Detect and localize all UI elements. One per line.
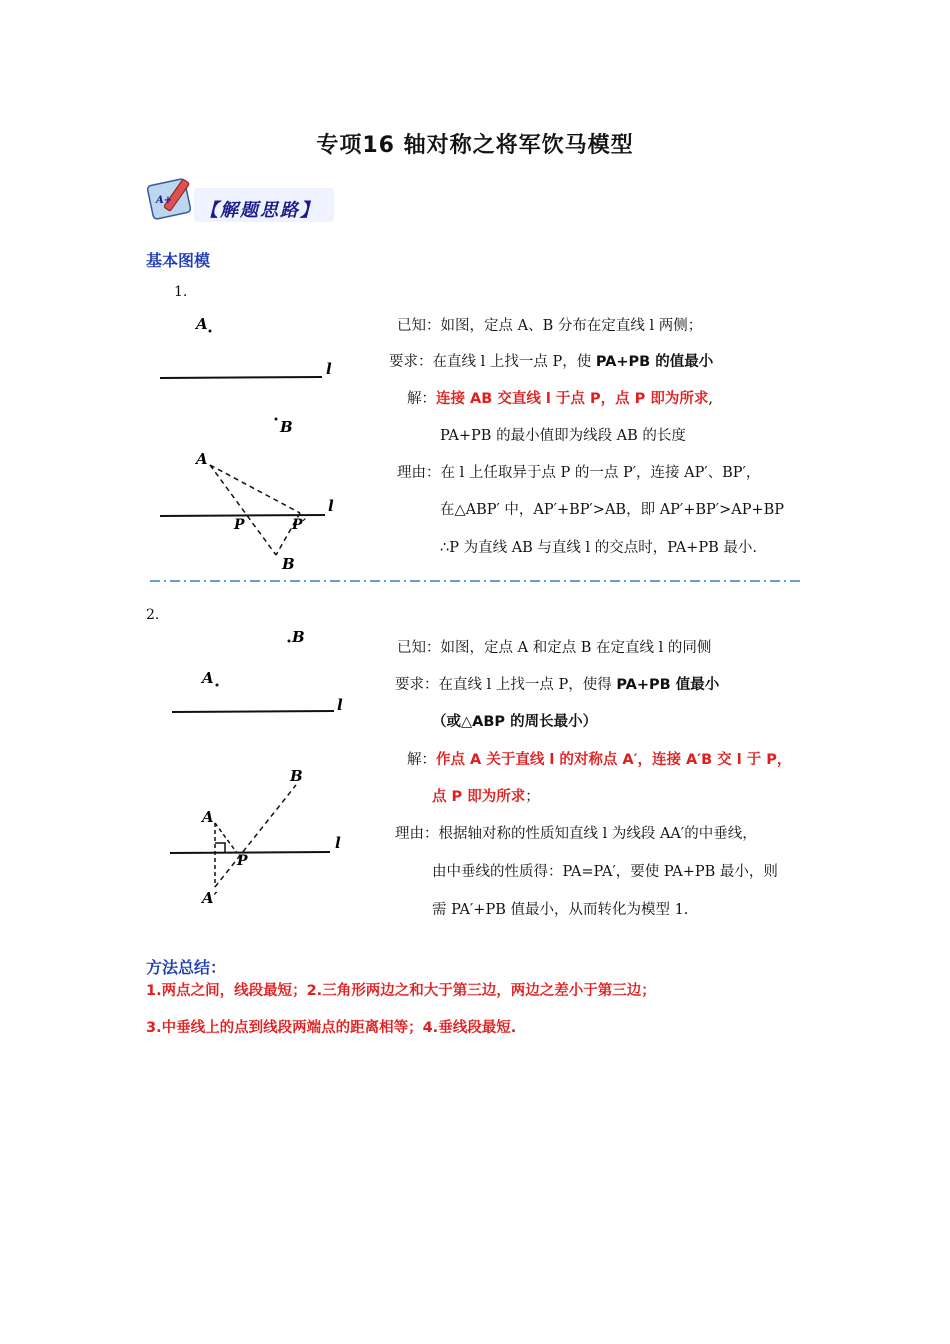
fig2b-label-B: B [290, 767, 303, 785]
model2-figure [160, 625, 360, 910]
fig2a-label-B: B [292, 628, 305, 646]
model1-reason-2: 在△ABP′ 中，AP′+BP′>AB，即 AP′+BP′>AP+BP [440, 502, 785, 518]
fig2a-line-l [172, 711, 334, 712]
fig1b-label-P: P [234, 517, 245, 533]
summary-line-2: 3.中垂线上的点到线段两端点的距离相等；4.垂线段最短. [146, 1020, 517, 1036]
model1-reason-1: 理由：在 l 上任取异于点 P 的一点 P′，连接 AP′、BP′， [397, 465, 761, 481]
model2-solution: 解：作点 A 关于直线 l 的对称点 A′，连接 A′B 交 l 于 P， [407, 752, 792, 768]
model2-requirement-alt: （或△ABP 的周长最小） [432, 714, 598, 730]
fig1b-label-Pprime: P′ [292, 517, 307, 533]
fig2a-label-l: l [337, 696, 343, 714]
fig1b-label-A: A [196, 450, 208, 468]
fig1a-line-l [160, 377, 322, 378]
model1-known: 已知：如图，定点 A、B 分布在定直线 l 两侧； [397, 318, 703, 334]
page-title: 专项16 轴对称之将军饮马模型 [316, 133, 634, 158]
badge-icon-text: A+ [156, 195, 173, 206]
model1-solution: 解：连接 AB 交直线 l 于点 P，点 P 即为所求, [407, 391, 713, 407]
fig2b-label-Aprime: A′ [202, 889, 218, 907]
model1-requirement: 要求：在直线 l 上找一点 P，使 PA+PB 的值最小 [389, 354, 714, 370]
model2-reason-3: 需 PA′+PB 值最小，从而转化为模型 1. [432, 902, 689, 918]
fig1a-label-A: A [196, 315, 208, 333]
section-basic-heading: 基本图模 [146, 251, 211, 270]
model1-reason-3: ∴P 为直线 AB 与直线 l 的交点时，PA+PB 最小. [440, 540, 757, 556]
fig1b-line-l [160, 515, 325, 516]
model2-reason-2: 由中垂线的性质得：PA=PA′，要使 PA+PB 最小，则 [432, 864, 778, 880]
model1-min-value: PA+PB 的最小值即为线段 AB 的长度 [440, 428, 686, 444]
model2-requirement: 要求：在直线 l 上找一点 P，使得 PA+PB 值最小 [395, 677, 720, 693]
badge-label: 【解题思路】 [200, 200, 320, 221]
model2-number: 2. [146, 607, 160, 623]
fig1b-label-l: l [328, 497, 334, 515]
fig1a-label-l: l [326, 360, 332, 378]
fig2b-label-A: A [202, 808, 214, 826]
model1-number: 1. [174, 284, 188, 300]
fig2b-line-l [170, 852, 330, 853]
fig1a-label-B: B [280, 418, 293, 436]
model2-reason-1: 理由：根据轴对称的性质知直线 l 为线段 AA′的中垂线， [395, 826, 757, 842]
model1-figure [150, 305, 350, 575]
fig2a-label-A: A [202, 669, 214, 687]
model2-known: 已知：如图，定点 A 和定点 B 在定直线 l 的同侧 [397, 640, 712, 656]
fig1b-label-B: B [282, 555, 295, 573]
fig2b-label-l: l [335, 834, 341, 852]
fig2b-label-P: P [237, 853, 248, 869]
summary-line-1: 1.两点之间，线段最短；2.三角形两边之和大于第三边，两边之差小于第三边； [146, 983, 656, 999]
model2-solution-cont: 点 P 即为所求； [432, 789, 540, 805]
section-divider [150, 580, 800, 582]
summary-heading: 方法总结： [146, 958, 227, 977]
